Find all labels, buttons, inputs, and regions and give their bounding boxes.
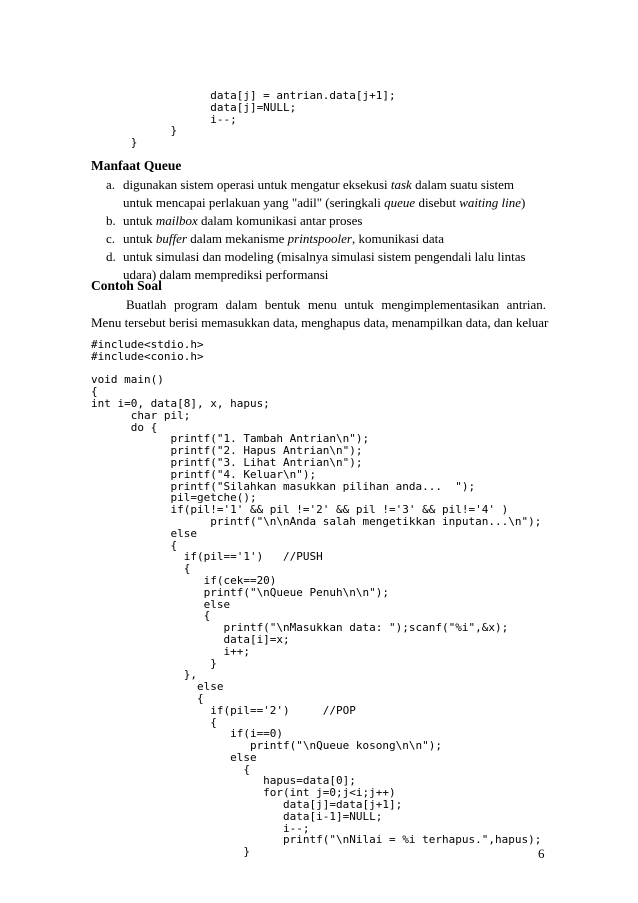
- code-line: {: [91, 385, 98, 399]
- code-line: }: [91, 124, 178, 138]
- list-item-text: [123, 212, 546, 230]
- code-line: }: [91, 845, 250, 859]
- code-line: hapus=data[0];: [91, 774, 356, 788]
- code-line: {: [91, 691, 204, 705]
- list-marker: d.: [106, 249, 116, 264]
- italic-term: mailbox: [155, 213, 198, 228]
- italic-term: buffer: [155, 231, 187, 246]
- code-line: else: [91, 750, 257, 764]
- code-line: if(pil!='1' && pil !='2' && pil !='3' && pil!='4' ): [91, 503, 509, 517]
- text-run: dalam mekanisme: [186, 231, 288, 246]
- code-line: i--;: [91, 821, 310, 835]
- code-line: {: [91, 562, 191, 576]
- code-line: data[j]=NULL;: [91, 100, 297, 114]
- section-title-contoh-soal: Contoh Soal: [91, 278, 162, 293]
- problem-statement-line-2: Menu tersebut berisi memasukkan data, menghapus data, menampilkan data, dan keluar: [91, 315, 549, 330]
- code-line: data[i]=x;: [91, 632, 290, 646]
- code-block-main-program: [91, 339, 541, 858]
- text-run: , komunikasi data: [351, 231, 445, 246]
- code-line: printf("3. Lihat Antrian\n");: [91, 455, 363, 469]
- code-line: {: [91, 538, 178, 552]
- code-line: }: [91, 136, 138, 150]
- code-line: #include<stdio.h>: [91, 338, 204, 351]
- italic-term: waiting line: [459, 195, 521, 210]
- code-block-loop-end: [91, 90, 396, 149]
- list-marker: a.: [106, 177, 116, 192]
- code-line: printf("1. Tambah Antrian\n");: [91, 432, 370, 446]
- code-line: if(pil=='2') //POP: [91, 703, 356, 717]
- text-run: digunakan sistem operasi untuk mengatur eksekusi: [123, 177, 391, 192]
- code-line: if(i==0): [91, 727, 284, 741]
- italic-term: queue: [384, 195, 416, 210]
- list-item-a: [106, 176, 546, 212]
- code-line: printf("2. Hapus Antrian\n");: [91, 444, 363, 458]
- code-line: #include<conio.h>: [91, 349, 204, 363]
- code-line: {: [91, 609, 211, 623]
- section-title-manfaat-queue: Manfaat Queue: [91, 158, 182, 173]
- text-run: untuk simulasi dan modeling (misalnya simulasi sistem pengendali lalu lintas udara) dalam memprediksi performansi: [123, 249, 526, 282]
- text-run: dalam suatu sistem untuk mencapai perlakuan yang "adil" (seringkali: [123, 177, 515, 210]
- text-run: ): [521, 195, 526, 210]
- code-line: },: [91, 668, 197, 682]
- list-item-text: [123, 230, 546, 248]
- text-run: untuk: [123, 213, 156, 228]
- code-line: data[j] = antrian.data[j+1];: [91, 89, 396, 102]
- code-line: if(cek==20): [91, 573, 277, 587]
- code-line: {: [91, 762, 250, 776]
- code-line: if(pil=='1') //PUSH: [91, 550, 323, 564]
- code-line: printf("Silahkan masukkan pilihan anda... ");: [91, 479, 476, 493]
- code-line: else: [91, 597, 231, 611]
- italic-term: printspooler: [287, 231, 352, 246]
- code-line: int i=0, data[8], x, hapus;: [91, 396, 270, 410]
- list-item-b: [106, 212, 546, 230]
- code-line: {: [91, 715, 217, 729]
- code-line: printf("4. Keluar\n");: [91, 467, 317, 481]
- code-line: else: [91, 680, 224, 694]
- code-line: char pil;: [91, 408, 191, 422]
- text-run: dalam komunikasi antar proses: [197, 213, 363, 228]
- code-line: printf("\nQueue kosong\n\n");: [91, 739, 442, 753]
- code-line: i++;: [91, 644, 250, 658]
- code-line: }: [91, 656, 217, 670]
- page-number: 6: [538, 846, 545, 861]
- list-item-d: [106, 248, 546, 284]
- text-run: untuk: [123, 231, 156, 246]
- list-marker: b.: [106, 213, 116, 228]
- problem-statement-line-1: Buatlah program dalam bentuk menu untuk mengimplementasikan antrian.: [126, 297, 546, 312]
- list-marker: c.: [106, 231, 116, 246]
- code-line: else: [91, 526, 197, 540]
- code-line: void main(): [91, 373, 164, 387]
- code-line: pil=getche();: [91, 491, 257, 505]
- code-line: data[i-1]=NULL;: [91, 809, 383, 823]
- code-line: i--;: [91, 112, 237, 126]
- list-item-text: [123, 176, 546, 212]
- code-line: printf("\nNilai = %i terhapus.",hapus);: [91, 833, 542, 847]
- italic-term: task: [390, 177, 412, 192]
- list-item-c: [106, 230, 546, 248]
- code-line: for(int j=0;j<i;j++): [91, 786, 396, 800]
- code-line: do {: [91, 420, 158, 434]
- code-line: printf("\nQueue Penuh\n\n");: [91, 585, 390, 599]
- list-item-text: [123, 248, 546, 284]
- code-line: printf("\n\nAnda salah mengetikkan inputan...\n");: [91, 514, 542, 528]
- code-line: data[j]=data[j+1];: [91, 798, 403, 812]
- code-line: printf("\nMasukkan data: ");scanf("%i",&x);: [91, 621, 509, 635]
- text-run: disebut: [415, 195, 460, 210]
